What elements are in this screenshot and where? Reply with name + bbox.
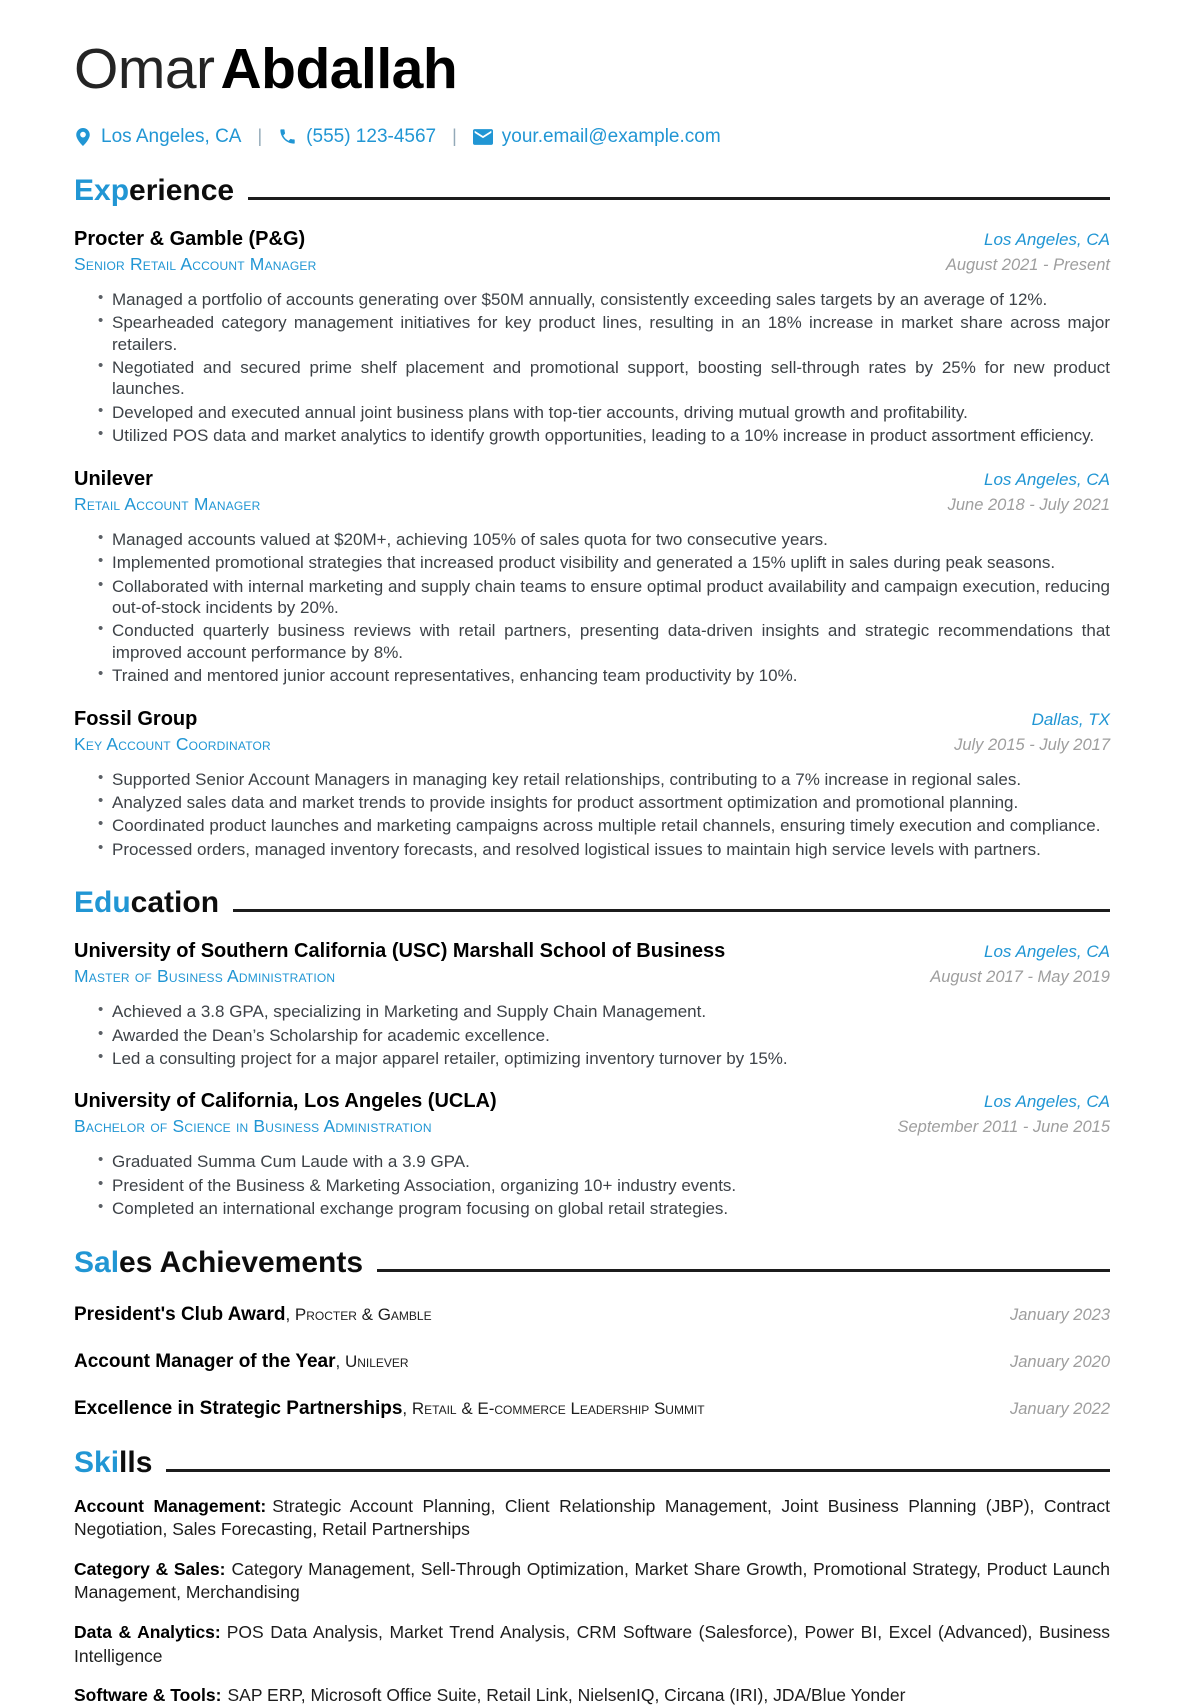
bullet-item: • Negotiated and secured prime shelf placement and promotional support, boosting sell-through rates by 25% for new product launches. bbox=[112, 357, 1110, 400]
education-list bbox=[74, 940, 1110, 1219]
achievement-row bbox=[74, 1304, 1110, 1326]
contact-email[interactable] bbox=[473, 126, 721, 148]
first-name: Omar bbox=[74, 37, 215, 101]
bullet-item: • Coordinated product launches and marketing campaigns across multiple retail channels, ensuring timely execution and compliance. bbox=[112, 815, 1110, 836]
entry-title: University of California, Los Angeles (UCLA) bbox=[74, 1090, 497, 1113]
entry-dates: August 2017 - May 2019 bbox=[930, 968, 1110, 987]
bullet-item: • Graduated Summa Cum Laude with a 3.9 GPA. bbox=[112, 1151, 1110, 1172]
entry-title: University of Southern California (USC) Marshall School of Business bbox=[74, 940, 726, 963]
contact-location-text: Los Angeles, CA bbox=[101, 125, 242, 147]
experience-heading bbox=[74, 174, 1110, 207]
entry-subtitle: Retail Account Manager bbox=[74, 493, 261, 514]
skill-row bbox=[74, 1621, 1110, 1668]
experience-list bbox=[74, 228, 1110, 860]
achievement-name: Excellence in Strategic Partnerships bbox=[74, 1397, 403, 1419]
experience-entry bbox=[74, 708, 1110, 861]
skills-heading bbox=[74, 1446, 1110, 1479]
entry-bullets bbox=[74, 529, 1110, 687]
contact-email-text: your.email@example.com bbox=[501, 125, 721, 147]
skill-row bbox=[74, 1558, 1110, 1605]
bullet-item: • Analyzed sales data and market trends to provide insights for product assortment optimization and promotional planning. bbox=[112, 792, 1110, 813]
bullet-item: • Developed and executed annual joint business plans with top-tier accounts, driving mutual growth and profitability. bbox=[112, 402, 1110, 423]
achievement-date: January 2020 bbox=[1010, 1352, 1110, 1371]
achievement-org: , Procter & Gamble bbox=[285, 1304, 432, 1324]
achievement-label bbox=[74, 1351, 409, 1373]
skill-category-label: Category & Sales: bbox=[74, 1558, 226, 1579]
achievement-row bbox=[74, 1398, 1110, 1420]
bullet-item: • Spearheaded category management initiatives for key product lines, resulting in an 18% increase in market share across major retailers. bbox=[112, 312, 1110, 355]
entry-bullets bbox=[74, 769, 1110, 861]
bullet-item: • Managed accounts valued at $20M+, achieving 105% of sales quota for two consecutive years. bbox=[112, 529, 1110, 550]
bullet-item: • Conducted quarterly business reviews with retail partners, presenting data-driven insights and strategic recommendations that improved account performance by 8%. bbox=[112, 620, 1110, 663]
entry-location: Dallas, TX bbox=[1031, 709, 1110, 729]
envelope-icon bbox=[473, 129, 493, 145]
achievement-label bbox=[74, 1304, 432, 1326]
contact-bar bbox=[74, 126, 1110, 148]
last-name: Abdallah bbox=[220, 37, 458, 101]
page-title bbox=[74, 37, 1110, 101]
skill-items: Category Management, Sell-Through Optimization, Market Share Growth, Promotional Strategy, Product Launch Management, Merchandising bbox=[74, 1558, 1111, 1603]
skill-items: POS Data Analysis, Market Trend Analysis, CRM Software (Salesforce), Power BI, Excel (Advanced), Business Intelligence bbox=[74, 1622, 1111, 1666]
bullet-item: • Completed an international exchange program focusing on global retail strategies. bbox=[112, 1198, 1110, 1219]
skill-category-label: Data & Analytics: bbox=[74, 1622, 221, 1643]
entry-subtitle: Master of Business Administration bbox=[74, 966, 336, 987]
bullet-item: • Awarded the Dean’s Scholarship for academic excellence. bbox=[112, 1025, 1110, 1046]
bullet-item: • Achieved a 3.8 GPA, specializing in Marketing and Supply Chain Management. bbox=[112, 1001, 1110, 1022]
bullet-item: • Implemented promotional strategies that increased product visibility and generated a 15% uplift in sales during peak seasons. bbox=[112, 552, 1110, 573]
entry-title: Procter & Gamble (P&G) bbox=[74, 227, 306, 250]
heading-rest: es Achievements bbox=[119, 1245, 364, 1279]
heading-rest: cation bbox=[130, 886, 220, 920]
education-entry bbox=[74, 940, 1110, 1069]
section-skills bbox=[74, 1446, 1110, 1708]
entry-bullets bbox=[74, 289, 1110, 447]
skill-category-label: Account Management: bbox=[74, 1495, 267, 1516]
heading-accent: Sal bbox=[74, 1245, 120, 1279]
skill-category-label: Software & Tools: bbox=[74, 1685, 222, 1706]
bullet-item: • Utilized POS data and market analytics to identify growth opportunities, leading to a 10% increase in product assortment efficiency. bbox=[112, 425, 1110, 446]
entry-location: Los Angeles, CA bbox=[984, 469, 1110, 489]
achievement-org: , Retail & E-commerce Leadership Summit bbox=[402, 1398, 705, 1418]
entry-dates: July 2015 - July 2017 bbox=[954, 735, 1110, 754]
section-achievements bbox=[74, 1246, 1110, 1420]
entry-location: Los Angeles, CA bbox=[984, 1092, 1110, 1112]
bullet-item: • Trained and mentored junior account representatives, enhancing team productivity by 10%. bbox=[112, 665, 1110, 686]
heading-rule bbox=[377, 1269, 1110, 1272]
entry-bullets bbox=[74, 1001, 1110, 1069]
skill-items: SAP ERP, Microsoft Office Suite, Retail Link, NielsenIQ, Circana (IRI), JDA/Blue Yonder bbox=[227, 1685, 906, 1706]
heading-rest: lls bbox=[119, 1445, 153, 1479]
entry-location: Los Angeles, CA bbox=[984, 942, 1110, 962]
skill-row bbox=[74, 1684, 1110, 1708]
entry-dates: June 2018 - July 2021 bbox=[947, 495, 1110, 514]
entry-subtitle: Key Account Coordinator bbox=[74, 733, 271, 754]
bullet-item: • Managed a portfolio of accounts generating over $50M annually, consistently exceeding sales targets by an average of 12%. bbox=[112, 289, 1110, 310]
bullet-item: • Supported Senior Account Managers in managing key retail relationships, contributing to a 7% increase in regional sales. bbox=[112, 769, 1110, 790]
skill-items: Strategic Account Planning, Client Relationship Management, Joint Business Planning (JBP), Contract Negotiation, Sales Forecasting, Retail Partnerships bbox=[74, 1495, 1110, 1540]
heading-accent: Edu bbox=[74, 886, 131, 920]
entry-title: Unilever bbox=[74, 467, 153, 490]
contact-separator: | bbox=[452, 126, 457, 147]
entry-bullets bbox=[74, 1151, 1110, 1219]
bullet-item: • Led a consulting project for a major apparel retailer, optimizing inventory turnover by 15%. bbox=[112, 1048, 1110, 1069]
education-heading bbox=[74, 886, 1110, 919]
skill-row bbox=[74, 1495, 1110, 1542]
achievements-list bbox=[74, 1304, 1110, 1420]
achievement-row bbox=[74, 1351, 1110, 1373]
contact-phone bbox=[278, 126, 436, 148]
entry-dates: August 2021 - Present bbox=[945, 255, 1110, 274]
bullet-item: • Collaborated with internal marketing and supply chain teams to ensure optimal product availability and campaign execution, reducing out-of-stock incidents by 20%. bbox=[112, 576, 1110, 619]
skills-list bbox=[74, 1495, 1110, 1708]
contact-location bbox=[74, 126, 241, 148]
bullet-item: • Processed orders, managed inventory forecasts, and resolved logistical issues to maintain high service levels with partners. bbox=[112, 839, 1110, 860]
entry-subtitle: Senior Retail Account Manager bbox=[74, 253, 317, 274]
location-pin-icon bbox=[74, 127, 92, 147]
entry-subtitle: Bachelor of Science in Business Administration bbox=[74, 1116, 432, 1137]
entry-title: Fossil Group bbox=[74, 707, 198, 730]
experience-entry bbox=[74, 228, 1110, 447]
achievement-label bbox=[74, 1398, 705, 1420]
heading-rule bbox=[166, 1469, 1110, 1472]
section-education bbox=[74, 886, 1110, 1219]
phone-icon bbox=[278, 127, 297, 146]
section-experience bbox=[74, 174, 1110, 860]
entry-location: Los Angeles, CA bbox=[984, 229, 1110, 249]
experience-entry bbox=[74, 468, 1110, 687]
heading-accent: Exp bbox=[74, 173, 130, 207]
contact-separator: | bbox=[257, 126, 263, 147]
achievement-date: January 2022 bbox=[1010, 1399, 1110, 1418]
bullet-item: • President of the Business & Marketing Association, organizing 10+ industry events. bbox=[112, 1175, 1110, 1196]
achievement-org: , Unilever bbox=[335, 1351, 409, 1371]
heading-rest: erience bbox=[129, 173, 235, 207]
heading-rule bbox=[233, 909, 1110, 912]
entry-dates: September 2011 - June 2015 bbox=[897, 1118, 1110, 1137]
achievement-name: Account Manager of the Year bbox=[74, 1350, 336, 1372]
education-entry bbox=[74, 1090, 1110, 1219]
achievement-name: President's Club Award bbox=[74, 1303, 286, 1325]
heading-rule bbox=[248, 197, 1110, 200]
heading-accent: Ski bbox=[74, 1445, 120, 1479]
contact-phone-text: (555) 123-4567 bbox=[306, 125, 437, 147]
achievement-date: January 2023 bbox=[1010, 1305, 1110, 1324]
achievements-heading bbox=[74, 1246, 1110, 1279]
